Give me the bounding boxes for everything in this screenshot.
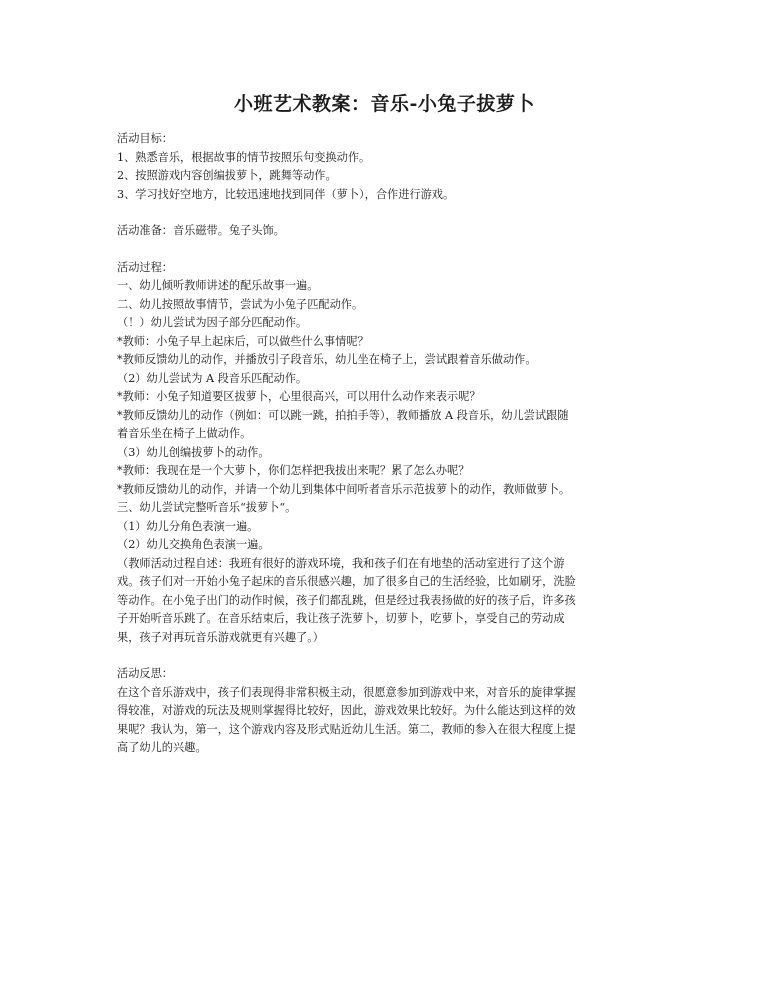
reflection-line: 在这个音乐游戏中，孩子们表现得非常积极主动，很愿意参加到游戏中来，对音乐的旋律掌握 bbox=[117, 685, 576, 699]
goal-item: 2、按照游戏内容创编拔萝卜，跳舞等动作。 bbox=[117, 169, 337, 182]
spacer bbox=[117, 204, 652, 222]
spacer bbox=[117, 241, 652, 259]
process-line: 三、幼儿尝试完整听音乐“拔萝卜“。 bbox=[117, 501, 297, 514]
process-line: 戏。孩子们对一开始小兔子起床的音乐很感兴趣，加了很多自己的生活经验，比如刷牙，洗脸 bbox=[117, 575, 576, 588]
document-title: 小班艺术教案：音乐-小兔子拔萝卜 bbox=[234, 93, 535, 115]
process-line: （2）幼儿交换角色表演一遍。 bbox=[117, 538, 270, 551]
goal-item: 1、熟悉音乐，根据故事的情节按照乐句变换动作。 bbox=[117, 150, 371, 164]
reflection-heading: 活动反思： bbox=[117, 667, 173, 680]
document-body bbox=[117, 92, 652, 758]
process-line: *教师反馈幼儿的动作（例如：可以跳一跳，拍拍手等），教师播放 A 段音乐，幼儿尝试跟随 bbox=[117, 408, 569, 422]
reflection-line: 高了幼儿的兴趣。 bbox=[117, 741, 207, 754]
process-line: 子开始听音乐跳了。在音乐结束后，我让孩子洗萝卜，切萝卜，吃萝卜，享受自己的劳动成 bbox=[117, 612, 565, 625]
process-line: 着音乐坐在椅子上做动作。 bbox=[117, 427, 252, 440]
process-line: （3）幼儿创编拔萝卜的动作。 bbox=[117, 445, 270, 459]
process-line: （教师活动过程自述：我班有很好的游戏环境，我和孩子们在有地垫的活动室进行了这个游 bbox=[117, 556, 565, 570]
reflection-line: 果呢？我认为，第一，这个游戏内容及形式贴近幼儿生活。第二，教师的参入在很大程度上提 bbox=[117, 722, 576, 736]
process-line: *教师：我现在是一个大萝卜，你们怎样把我拔出来呢？累了怎么办呢？ bbox=[117, 464, 470, 477]
goal-item: 3、学习找好空地方，比较迅速地找到同伴（萝卜），合作进行游戏。 bbox=[117, 187, 455, 201]
process-section bbox=[117, 259, 652, 648]
process-line: （1）幼儿分角色表演一遍。 bbox=[117, 519, 259, 533]
preparation-text: 活动准备：音乐磁带。兔子头饰。 bbox=[117, 224, 285, 237]
process-line: 果，孩子对再玩音乐游戏就更有兴趣了。） bbox=[117, 630, 324, 644]
process-line: （2）幼儿尝试为 A 段音乐匹配动作。 bbox=[117, 371, 308, 385]
process-line: *教师：小兔子知道要区拔萝卜，心里很高兴，可以用什么动作来表示呢？ bbox=[117, 390, 481, 403]
process-line: *教师：小兔子早上起床后，可以做些什么事情呢？ bbox=[117, 334, 369, 348]
process-line: *教师反馈幼儿的动作，并播放引子段音乐，幼儿坐在椅子上，尝试跟着音乐做动作。 bbox=[117, 353, 537, 366]
reflection-line: 得较准，对游戏的玩法及规则掌握得比较好，因此，游戏效果比较好。为什么能达到这样的效 bbox=[117, 704, 576, 717]
process-line: 二、幼儿按照故事情节，尝试为小兔子匹配动作。 bbox=[117, 297, 364, 311]
process-heading: 活动过程： bbox=[117, 260, 173, 274]
process-line: （！）幼儿尝试为因子部分匹配动作。 bbox=[117, 316, 308, 329]
process-line: 一、幼儿倾听教师讲述的配乐故事一遍。 bbox=[117, 279, 319, 292]
process-line: 等动作。在小兔子出门的动作时候，孩子们都乱跳，但是经过我表扬做的好的孩子后，许多孩 bbox=[117, 593, 576, 607]
goals-section bbox=[117, 130, 652, 204]
spacer bbox=[117, 647, 652, 665]
reflection-section bbox=[117, 665, 652, 758]
process-line: *教师反馈幼儿的动作，并请一个幼儿到集体中间听者音乐示范拔萝卜的动作，教师做萝卜。 bbox=[117, 482, 571, 496]
goals-heading: 活动目标： bbox=[117, 132, 173, 145]
